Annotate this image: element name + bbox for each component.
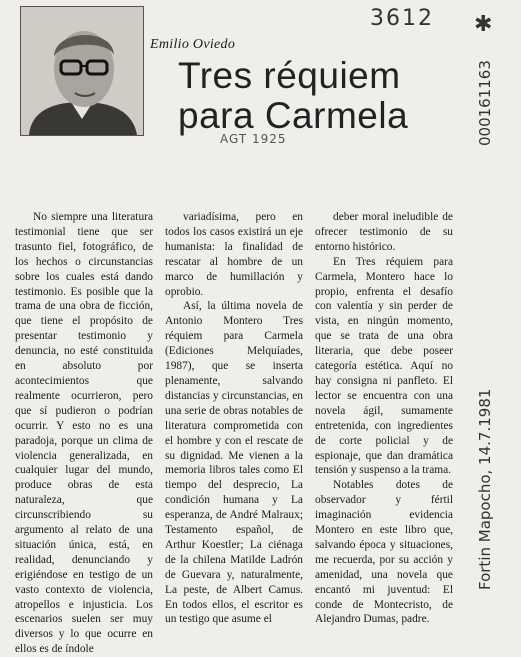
date-stamp: AGT 1925 [220,132,287,146]
paragraph: Así, la última novela de Antonio Montero Tres réquiem para Carmela (Ediciones Melquíades, 1987), que se inserta plenamente, salvando distancias y circunstancias, en una serie de obras notables de literatura comprometida con el hombre y con el rescate de su dignidad. Me vienen a la memoria libros tales como El tiempo del desprecio, La condición humana y La esperanza, de André Malraux; Testamento español, de Arthur Koestler; La ciénaga de la chilena Matilde Ladrón de Guevara y, naturalmente, La peste, de Albert Camus. En todos ellos, el escritor es un testigo que asume el [165,300,303,626]
title-line-2: para Carmela [178,95,409,136]
handwritten-number: 3612 [370,6,434,31]
title-line-1: Tres réquiem [178,55,401,96]
paragraph: En Tres réquiem para Carmela, Montero hace lo propio, enfrenta el desafío con valentía y sin perder de vista, en ningún momento, que se trata de una obra literaria, que debe poseer categoría estética. Aquí no hay consigna ni panfleto. El lector se encuentra con una novela ágil, sumamente entretenida, con ingredientes de corte policial y de espionaje, que dan dramática tensión y suspenso a la trama. [315,255,453,477]
column-1 [15,210,153,656]
paragraph: No siempre una literatura testimonial tiene que ser trasunto fiel, fotográfico, de los hechos o circunstancias sobre los cuales está dando testimonio. Es posible que la trama de una obra de ficción, que tiene el propósito de presentar testimonio y denuncia, no esté constituida en absoluto por acontecimientos que realmente ocurrieron, pero que sí pudieron o podrían ocurrir. Y esto no es una paradoja, porque un clima de violencia generalizada, en cualquier lugar del mundo, produce obras de esta naturaleza, que circunscribiendo su argumento al relato de una situación única, está, en realidad, denunciando y erigiéndose en testigo de un vasto contexto de violencia, atropellos e injusticia. Los escenarios suelen ser muy diversos y lo que ocurre en ellos es de índole [15,211,153,656]
paragraph: variadísima, pero en todos los casos existirá un eje humanista: la finalidad de rescatar al hombre de un marco de humillación y oprobio. [165,211,303,298]
side-code: 000161163 [476,60,494,146]
author-portrait [21,7,143,135]
handwritten-star: ✱ [474,12,493,37]
column-3 [315,210,453,626]
column-2 [165,210,303,626]
paragraph: Notables dotes de observador y fértil imaginación evidencia Montero en este libro que, salvando época y situaciones, me recuerda, por su acción y amenidad, una novela que encantó mi juventud: El conde de Montecristo, de Alejandro Dumas, padre. [315,479,453,626]
paragraph: deber moral ineludible de ofrecer testimonio de su entorno histórico. [315,211,453,253]
handwritten-side-note [476,60,516,590]
author-photo [20,6,144,136]
article-title [178,56,408,136]
article-body [15,210,453,656]
author-name: Emilio Oviedo [150,37,236,52]
side-text: Fortin Mapocho, 14.7.1981 [476,388,494,590]
